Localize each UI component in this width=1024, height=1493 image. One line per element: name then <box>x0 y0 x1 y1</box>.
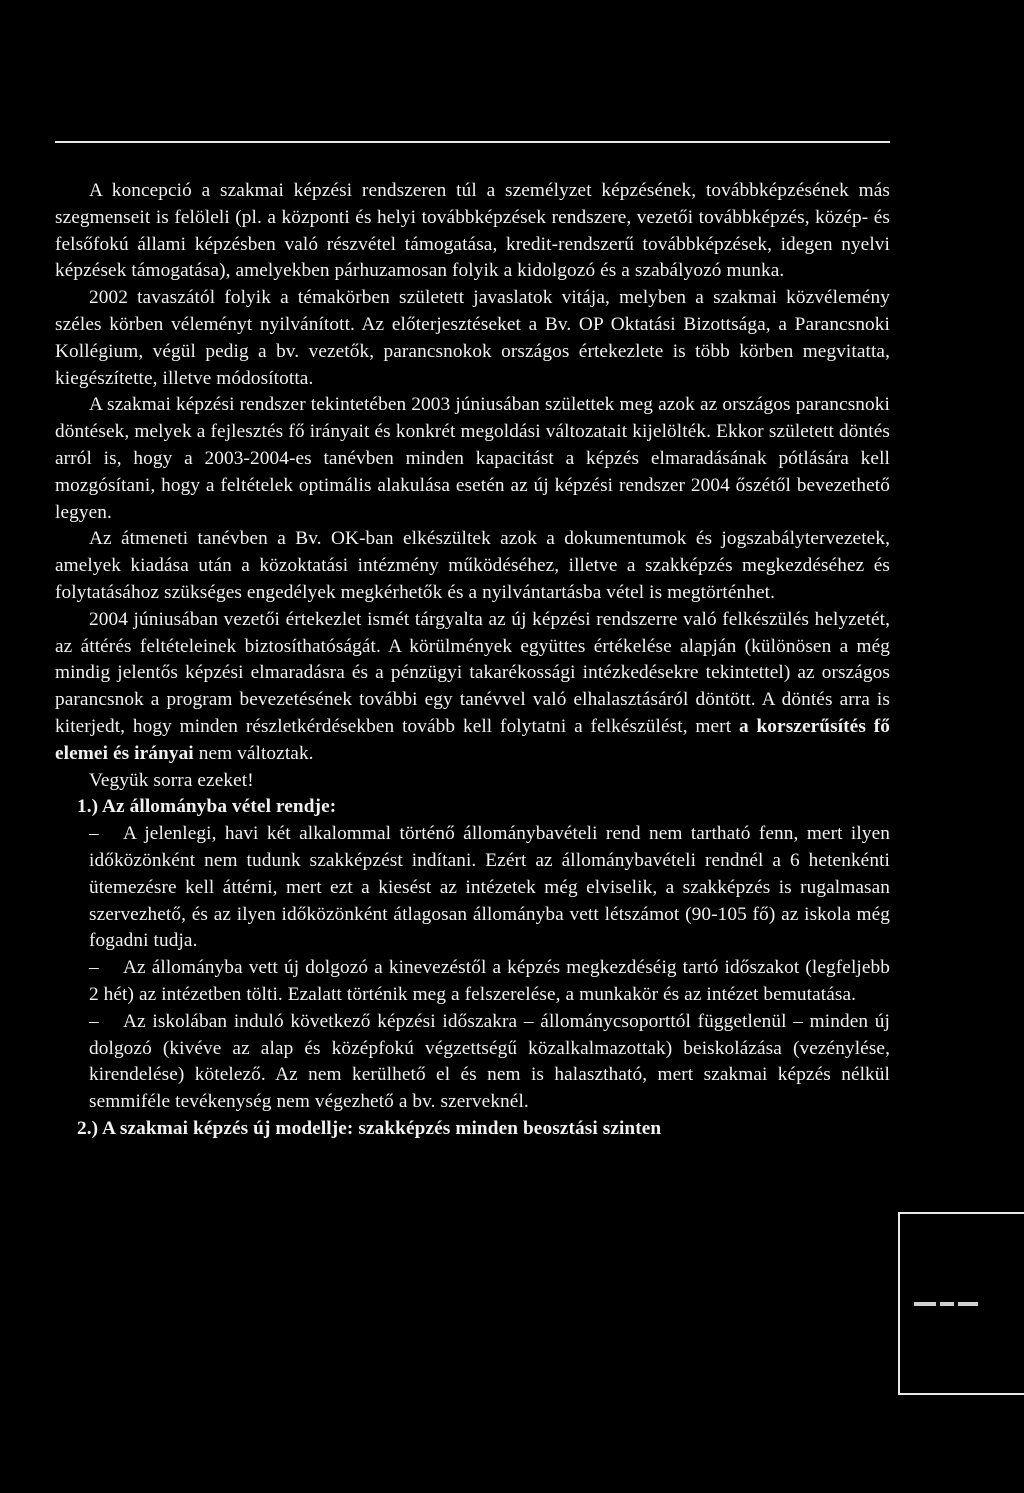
paragraph-decisions-2003: A szakmai képzési rendszer tekintetében 2003 júniusában születtek meg azok az országos parancsnoki döntések, melyek a fejlesztés fő irányait és konkrét megoldási változatait kijelölték. Ekkor született döntés arról is, hogy a 2003-2004-es tanévben minden kapacitást a képzés elmaradásának pótlására kell mozgósítani, hogy a feltételek optimális alakulása esetén az új képzési rendszer 2004 őszétől bevezethető legyen. <box>55 394 890 523</box>
top-horizontal-rule <box>55 141 890 143</box>
paragraph-meeting-2004-emphasis: a korszerűsítés fő elemei és irányai <box>55 715 890 764</box>
bullet-dash: – <box>89 823 99 845</box>
paragraph-concept: A koncepció a szakmai képzési rendszeren túl a személyzet képzésének, továbbképzésének más szegmenseit is felöleli (pl. a központi és helyi továbbképzések rendszere, vezetői továbbképzés, közép- és felsőfokú állami képzésben való részvétel támogatása, kredit-rendszerű továbbképzések, idegen nyelvi képzések támogatása), amelyekben párhuzamosan folyik a kidolgozó és a szabályozó munka. <box>55 180 890 282</box>
paragraph-debate-2002: 2002 tavaszától folyik a témakörben született javaslatok vitája, melyben a szakmai közvélemény széles körben véleményt nyilvánított. Az előterjesztéseket a Bv. OP Oktatási Bizottsága, a Parancsnoki Kollégium, végül pedig a bv. vezetők, parancsnokok országos értekezlete is több körben megvitatta, kiegészítette, illetve módosította. <box>55 287 890 389</box>
paragraph-transition-year: Az átmeneti tanévben a Bv. OK-ban elkészültek azok a dokumentumok és jogszabálytervezetek, amelyek kiadása után a közoktatási intézmény működéséhez, illetve a szakképzés megkezdéséhez és folytatásához szükséges engedélyek megkérhetők és a nyilvántartásba vétel is megtörténhet. <box>55 528 890 603</box>
bullet-text: A jelenlegi, havi két alkalommal történő állománybavételi rend nem tartható fenn, mert ilyen időközönként nem tudunk szakképzést indítani. Ezért az állománybavételi rendnél a 6 hetenkénti ütemezésre kell áttérni, mert ezt a kiesést az intézetek még elviselik, a szakképzés is rugalmasan szervezhető, és az ilyen időközönként átlagosan állományba vett létszámot (90-105 fő) az iskola még fogadni tudja. <box>89 823 890 952</box>
bullet-text: Az állományba vett új dolgozó a kinevezéstől a képzés megkezdéséig tartó időszakot (legfeljebb 2 hét) az intézetben tölti. Ezalatt történik meg a felszerelése, a munkakör és az intézet bemutatása. <box>89 957 890 1005</box>
section-heading-1: 1.) Az állományba vétel rendje: <box>77 796 337 818</box>
side-margin-box <box>898 1212 1024 1395</box>
paragraph-meeting-2004-text: 2004 júniusában vezetői értekezlet ismét tárgyalta az új képzési rendszerre való felkészülés helyzetét, az áttérés feltételeinek biztosíthatóságát. A körülmények együttes értékelése alapján (különösen a még mindig jelentős képzési elmaradásra és a pénzügyi takarékossági intézkedésekre tekintettel) az országos parancsnok a program bevezetésének további egy tanévvel való elhalasztásáról döntött. A döntés arra is kiterjedt, hogy minden részletkérdésekben tovább kell folytatni a felkészülést, mert <box>55 608 890 737</box>
bullet-dash: – <box>89 957 99 979</box>
bullet-item <box>55 1009 890 1116</box>
bullet-item <box>55 955 890 1009</box>
lead-in-text: Vegyük sorra ezeket! <box>89 769 254 791</box>
paragraph-meeting-2004 <box>55 607 890 768</box>
bullet-text: Az iskolában induló következő képzési időszakra – állománycsoporttól függetlenül – minden új dolgozó (kivéve az alap és középfokú végzettségű közalkalmazottak) beiskolázása (vezénylése, kirendelése) kötelező. Az nem kerülhető el és nem is halasztható, mert szakmai képzés nélkül semmiféle tevékenység nem végezhető a bv. szerveknél. <box>89 1010 890 1113</box>
bullet-dash: – <box>89 1010 99 1032</box>
bullet-item <box>55 821 890 955</box>
paragraph-meeting-2004-end: nem változtak. <box>193 742 314 764</box>
document-body <box>55 178 890 1143</box>
side-logo-mark <box>914 1302 978 1306</box>
section-heading-2: 2.) A szakmai képzés új modellje: szakképzés minden beosztási szinten <box>77 1117 662 1139</box>
